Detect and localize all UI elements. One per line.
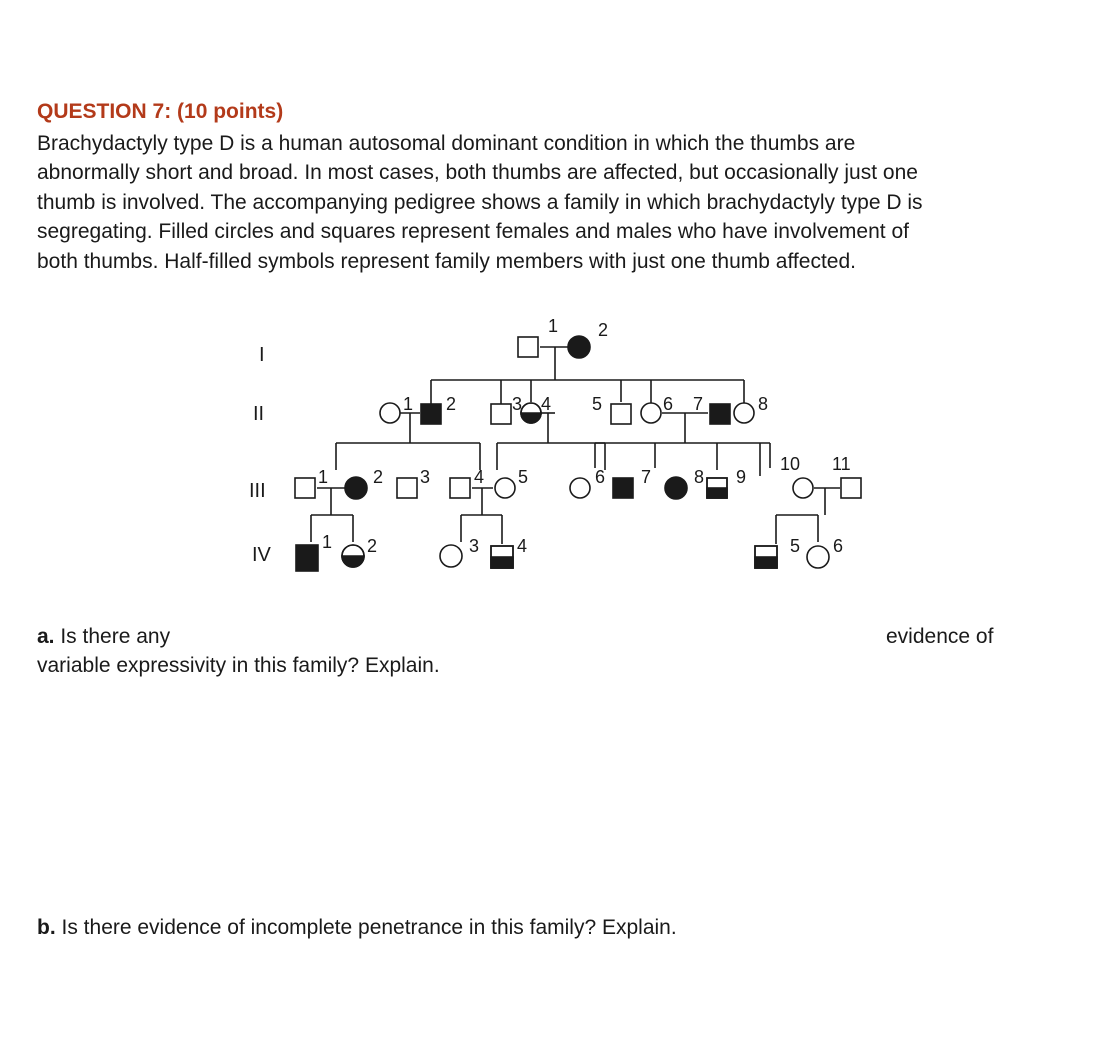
individual-number: 6 [663,394,674,414]
individual-number: 4 [474,467,485,487]
female-unaffected [495,478,515,498]
individual-number: 6 [833,536,844,556]
individual-number: 8 [758,394,769,414]
male-unaffected [491,404,511,424]
part-a-question-line2: variable expressivity in this family? Explain. [37,654,440,677]
individual-number: 5 [592,394,603,414]
individual-number: 7 [641,467,652,487]
individual-number: 1 [403,394,414,414]
question-title: QUESTION 7: (10 points) [37,100,284,123]
male-unaffected [295,478,315,498]
individual-number: 11 [832,454,851,474]
individual-number: 2 [598,320,609,340]
male-affected [421,404,441,424]
female-affected [568,336,590,358]
part-a-question-continued: evidence of [886,625,994,648]
female-half-affected [342,545,364,567]
individual-number: 5 [518,467,529,487]
individual-number: 1 [318,467,329,487]
question-line: both thumbs. Half-filled symbols represent family members with just one thumb affected. [37,249,856,273]
male-unaffected [841,478,861,498]
male-unaffected [397,478,417,498]
individual-number: 8 [694,467,705,487]
generation-label: III [249,480,266,502]
female-unaffected [793,478,813,498]
individual-number: 2 [367,536,378,556]
individual-number: 9 [736,467,747,487]
male-unaffected [450,478,470,498]
individual-number: 4 [541,394,552,414]
generation-label: I [259,344,265,366]
part-a-question [37,625,170,649]
generation-label: II [253,403,265,425]
individual-number: 1 [548,316,559,336]
individual-number: 2 [446,394,457,414]
part-b-text: Is there evidence of incomplete penetrance in this family? Explain. [55,916,677,939]
individual-number: 3 [420,467,431,487]
female-half-affected [521,403,541,423]
individual-number: 4 [517,536,528,556]
male-unaffected [611,404,631,424]
part-b-label: b. [37,916,56,939]
part-a-label: a. [37,625,55,648]
female-unaffected [380,403,400,423]
pedigree-lines [311,347,840,544]
individual-number: 3 [512,394,523,414]
female-unaffected [570,478,590,498]
individual-number: 10 [780,454,801,474]
generation-label: IV [252,544,271,566]
part-a-text: Is there any [54,625,171,648]
male-affected [296,545,318,571]
female-unaffected [734,403,754,423]
male-half-affected [707,478,727,498]
individual-number: 2 [373,467,384,487]
individual-number: 5 [790,536,801,556]
female-unaffected [440,545,462,567]
individual-number: 6 [595,467,606,487]
male-affected [613,478,633,498]
question-line: Brachydactyly type D is a human autosomal dominant condition in which the thumbs are [37,132,856,155]
question-line: abnormally short and broad. In most cases, both thumbs are affected, but occasionally just one [37,161,918,185]
part-b-question [37,916,677,940]
female-unaffected [641,403,661,423]
individual-number: 3 [469,536,480,556]
male-half-affected [491,546,513,568]
female-affected [345,477,367,499]
individual-number: 1 [322,532,333,552]
question-line: thumb is involved. The accompanying pedigree shows a family in which brachydactyly type D is [37,190,923,214]
male-half-affected [755,546,777,568]
female-affected [665,477,687,499]
individual-number: 7 [693,394,704,414]
male-affected [710,404,730,424]
female-unaffected [807,546,829,568]
male-unaffected [518,337,538,357]
question-line: segregating. Filled circles and squares represent females and males who have involvement of [37,220,909,244]
